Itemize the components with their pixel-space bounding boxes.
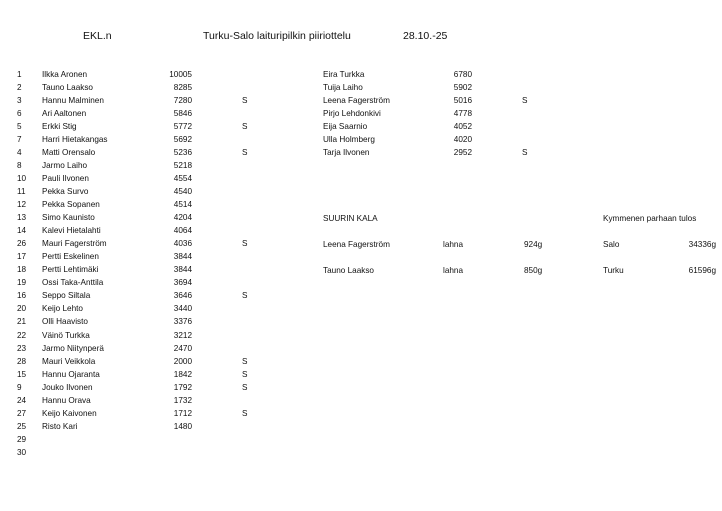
competitor-name: Pauli Ilvonen: [42, 173, 89, 183]
competitor-score: 4036: [173, 239, 192, 249]
fish-species: lahna: [443, 266, 464, 275]
competitor-name: Kalevi Hietalahti: [42, 226, 101, 236]
row-number: 24: [17, 395, 27, 405]
competitor-name: Eija Saarnio: [323, 121, 368, 131]
row-number: 13: [17, 213, 27, 223]
competitor-name: Jarmo Laiho: [42, 160, 88, 170]
team-mark: S: [242, 95, 248, 105]
competitor-score: 4052: [453, 121, 472, 131]
row-number: 20: [17, 304, 27, 314]
team-mark: S: [242, 291, 248, 301]
competitor-score: 4064: [173, 226, 192, 236]
team-mark: S: [242, 356, 248, 366]
competitor-score: 1480: [173, 421, 192, 431]
competitor-name: Tarja Ilvonen: [323, 147, 370, 157]
row-number: 1: [17, 69, 22, 79]
row-number: 17: [17, 252, 27, 262]
row-number: 5: [17, 121, 22, 131]
competitor-name: Eira Turkka: [323, 69, 365, 79]
competitor-name: Erkki Stig: [42, 121, 77, 131]
event-date: 28.10.-25: [403, 30, 448, 42]
competitor-score: 4778: [453, 108, 472, 118]
competitor-score: 3694: [173, 278, 192, 288]
row-number: 18: [17, 265, 27, 275]
competitor-score: 3844: [173, 252, 192, 262]
row-number: 14: [17, 226, 27, 236]
competitor-name: Keijo Lehto: [42, 304, 83, 314]
row-number: 25: [17, 421, 27, 431]
team-mark: S: [242, 382, 248, 392]
row-number: 6: [17, 108, 22, 118]
competitor-score: 3844: [173, 265, 192, 275]
row-number: 9: [17, 382, 22, 392]
row-number: 19: [17, 278, 27, 288]
competitor-name: Keijo Kaivonen: [42, 408, 97, 418]
team-total: 34336g: [688, 240, 716, 249]
competitor-score: 4554: [173, 173, 192, 183]
competitor-name: Ari Aaltonen: [42, 108, 87, 118]
row-number: 7: [17, 134, 22, 144]
competitor-name: Pertti Eskelinen: [42, 252, 99, 262]
row-number: 8: [17, 160, 22, 170]
team-mark: S: [522, 95, 528, 105]
competitor-score: 4204: [173, 213, 192, 223]
fish-catcher-name: Leena Fagerström: [323, 240, 390, 249]
row-number: 29: [17, 434, 27, 444]
competitor-name: Simo Kaunisto: [42, 213, 95, 223]
page-title: Turku-Salo laituripilkin piiriottelu: [203, 30, 351, 42]
competitor-name: Harri Hietakangas: [42, 134, 108, 144]
competitor-score: 3646: [173, 291, 192, 301]
competitor-score: 8285: [173, 82, 192, 92]
row-number: 27: [17, 408, 27, 418]
team-mark: S: [242, 239, 248, 249]
competitor-name: Matti Orensalo: [42, 147, 96, 157]
row-number: 11: [17, 186, 26, 196]
row-number: 10: [17, 173, 27, 183]
row-number: 21: [17, 317, 27, 327]
team-mark: S: [242, 369, 248, 379]
competitor-name: Mauri Veikkola: [42, 356, 96, 366]
team-mark: S: [242, 408, 248, 418]
row-number: 16: [17, 291, 27, 301]
competitor-score: 3376: [173, 317, 192, 327]
competitor-score: 3212: [173, 330, 192, 340]
competitor-score: 4514: [173, 200, 192, 209]
team-mark: S: [242, 147, 248, 157]
competitor-name: Väinö Turkka: [42, 330, 90, 340]
fish-weight: 850g: [524, 266, 543, 275]
competitor-score: 2000: [173, 356, 192, 366]
competitor-name: Tuija Laiho: [323, 82, 363, 92]
competitor-score: 1732: [173, 395, 192, 405]
competitor-score: 4540: [173, 186, 192, 196]
row-number: 23: [17, 343, 27, 353]
competitor-score: 4020: [453, 134, 472, 144]
competitor-score: 2952: [453, 147, 472, 157]
competitor-score: 5236: [173, 147, 192, 157]
competitor-name: Ulla Holmberg: [323, 134, 375, 144]
competitor-score: 6780: [453, 69, 472, 79]
row-number: 30: [17, 447, 27, 457]
competitor-name: Pirjo Lehdonkivi: [323, 108, 381, 118]
competitor-score: 10005: [169, 69, 192, 79]
row-number: 28: [17, 356, 27, 366]
team-total: 61596g: [688, 266, 716, 275]
row-number: 15: [17, 369, 27, 379]
competitor-score: 5846: [173, 108, 192, 118]
competitor-name: Hannu Ojaranta: [42, 369, 100, 379]
competitor-score: 5692: [173, 134, 192, 144]
team-name: Turku: [603, 266, 624, 275]
competitor-name: Jouko Ilvonen: [42, 382, 93, 392]
biggest-fish-heading: SUURIN KALA: [323, 214, 378, 223]
team-name: Salo: [603, 240, 620, 249]
competitor-name: Ossi Taka-Anttila: [42, 278, 104, 288]
competitor-name: Jarmo Niitynperä: [42, 343, 104, 353]
competitor-name: Risto Kari: [42, 421, 78, 431]
competitor-score: 1792: [173, 382, 192, 392]
competitor-name: Tauno Laakso: [42, 82, 93, 92]
team-mark: S: [242, 121, 248, 131]
competitor-name: Pertti Lehtimäki: [42, 265, 99, 275]
row-number: 12: [17, 200, 27, 209]
row-number: 3: [17, 95, 22, 105]
competitor-score: 5016: [453, 95, 472, 105]
competitor-name: Hannu Orava: [42, 395, 91, 405]
row-number: 22: [17, 330, 27, 340]
row-number: 4: [17, 147, 22, 157]
competitor-name: Ilkka Aronen: [42, 69, 88, 79]
competitor-score: 5218: [173, 160, 192, 170]
fish-weight: 924g: [524, 240, 543, 249]
competitor-name: Olli Haavisto: [42, 317, 88, 327]
competitor-score: 3440: [173, 304, 192, 314]
fish-catcher-name: Tauno Laakso: [323, 266, 374, 275]
top-ten-heading: Kymmenen parhaan tulos: [603, 214, 697, 223]
competitor-score: 1712: [173, 408, 192, 418]
competitor-name: Hannu Malminen: [42, 95, 104, 105]
competitor-name: Pekka Sopanen: [42, 200, 100, 209]
club-name: EKL.n: [83, 30, 112, 42]
row-number: 26: [17, 239, 27, 249]
competitor-score: 5772: [173, 121, 192, 131]
competitor-name: Mauri Fagerström: [42, 239, 107, 249]
competitor-name: Seppo Siltala: [42, 291, 91, 301]
competitor-score: 7280: [173, 95, 192, 105]
fish-species: lahna: [443, 240, 464, 249]
competitor-score: 1842: [173, 369, 192, 379]
competitor-name: Pekka Survo: [42, 186, 89, 196]
row-number: 2: [17, 82, 22, 92]
competitor-score: 2470: [173, 343, 192, 353]
competitor-score: 5902: [453, 82, 472, 92]
competitor-name: Leena Fagerström: [323, 95, 390, 105]
team-mark: S: [522, 147, 528, 157]
